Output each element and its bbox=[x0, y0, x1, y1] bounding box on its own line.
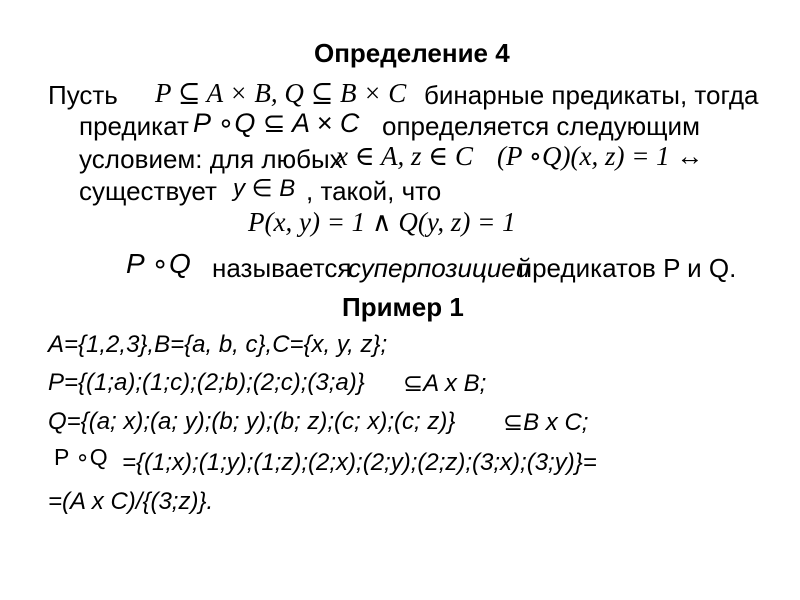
called-text: называется bbox=[212, 253, 352, 283]
example-p-def: P={(1;a);(1;c);(2;b);(2;c);(3;a)} bbox=[48, 369, 365, 396]
subset-symbol: ⊆ bbox=[503, 408, 524, 436]
let-word: Пусть bbox=[48, 80, 118, 110]
exists-math: y ∈ B bbox=[233, 175, 296, 202]
equivalence-math: (P ∘Q)(x, z) = 1 ↔ bbox=[497, 141, 704, 171]
predicate-formula: P(x, y) = 1 ∧ Q(y, z) = 1 bbox=[248, 207, 516, 237]
condition-text: условием: для любых bbox=[79, 144, 343, 174]
example-result: ={(1;x);(1;y);(1;z);(2;x);(2;y);(2;z);(3;x);(3;y)}= bbox=[122, 449, 597, 476]
exists-word: существует bbox=[79, 176, 217, 206]
definition-title: Определение 4 bbox=[314, 38, 510, 68]
of-predicates-text: предикатов P и Q. bbox=[518, 253, 737, 283]
defined-by-text: определяется следующим bbox=[382, 111, 700, 141]
example-q-tail: ⊆B x C; bbox=[503, 408, 589, 436]
predicate-word: предикат bbox=[79, 111, 189, 141]
example-pq-label: P ∘Q bbox=[54, 444, 108, 470]
line1-math: P ⊆ A × B, Q ⊆ B × C bbox=[155, 78, 407, 108]
example-title: Пример 1 bbox=[342, 292, 464, 322]
superposition-text: суперпозицией bbox=[348, 253, 531, 283]
example-sets: A={1,2,3},B={a, b, c},C={x, y, z}; bbox=[48, 331, 388, 358]
for-all-math: x ∈ A, z ∈ C bbox=[336, 141, 473, 171]
pq-subset-math: P ∘Q ⊆ A × C bbox=[193, 108, 360, 138]
line1-text: бинарные предикаты, тогда bbox=[424, 80, 759, 110]
example-p-tail: ⊆A x B; bbox=[403, 369, 487, 397]
subset-symbol: ⊆ bbox=[403, 369, 424, 397]
example-result-line2: =(A x C)/{(3;z)}. bbox=[48, 488, 214, 515]
pq-name: P ∘Q bbox=[126, 248, 191, 279]
such-that-text: , такой, что bbox=[306, 176, 442, 206]
example-q-def: Q={(a; x);(a; y);(b; y);(b; z);(c; x);(c; z)} bbox=[48, 408, 456, 435]
